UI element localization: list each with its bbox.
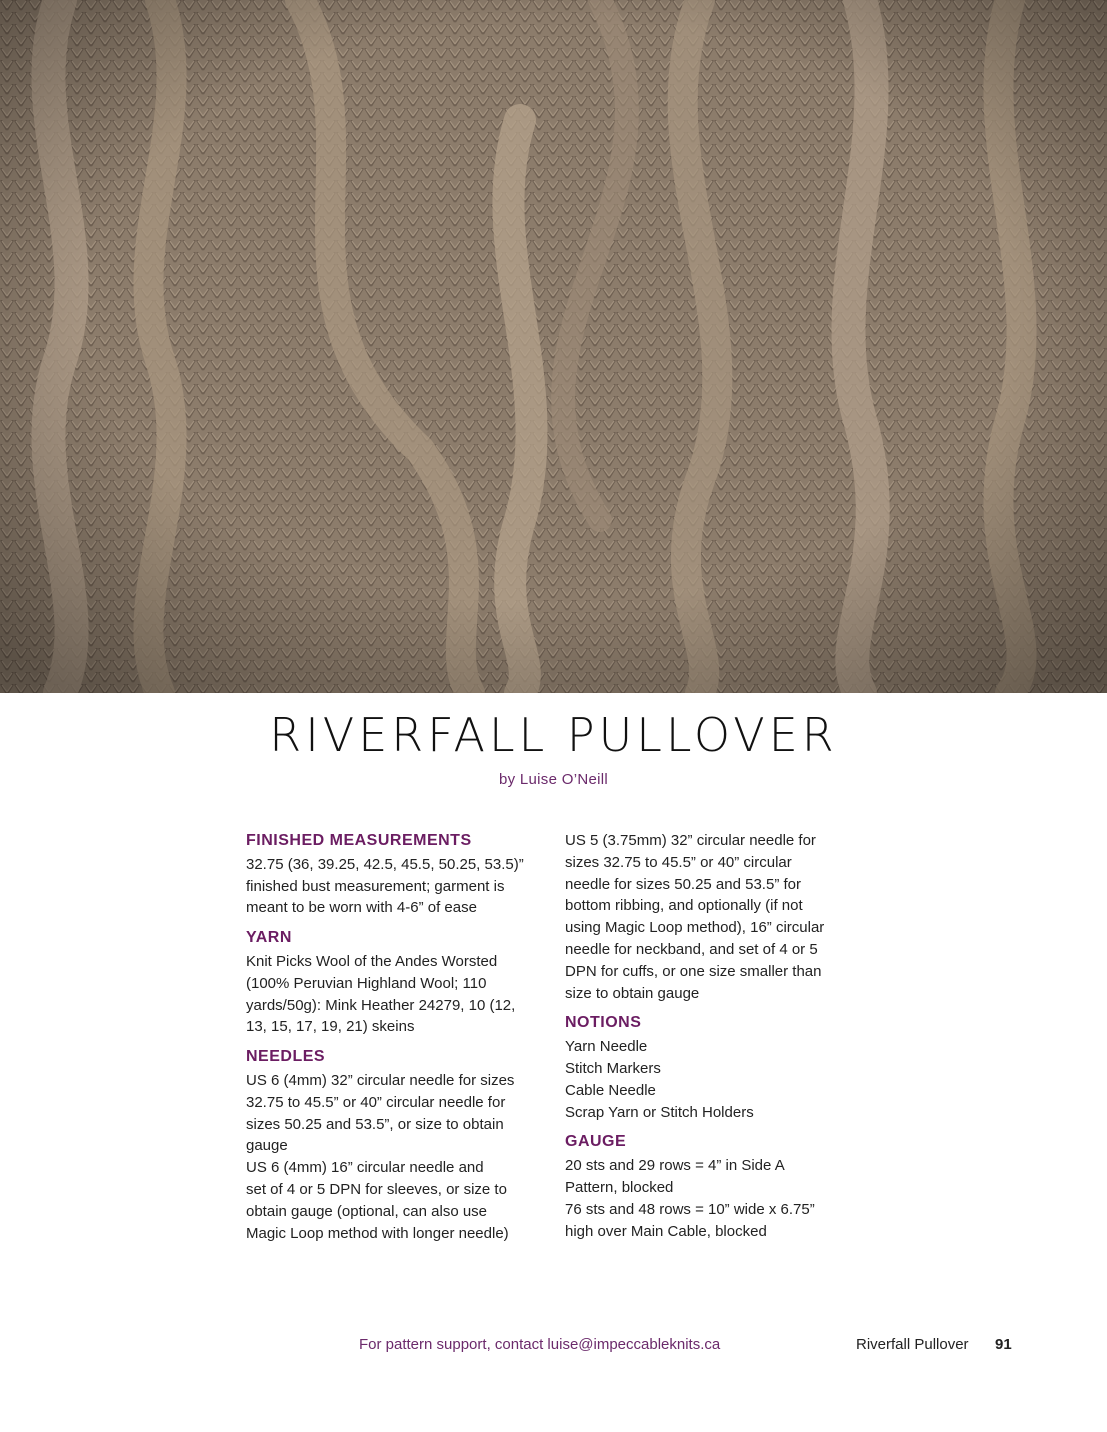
section-heading-notions: NOTIONS <box>565 1014 642 1032</box>
right-column <box>565 830 865 1242</box>
left-column <box>246 830 546 1244</box>
section-heading-needles: NEEDLES <box>246 1048 326 1066</box>
section-heading-gauge: GAUGE <box>565 1133 627 1151</box>
page-number: 91 <box>995 1336 1012 1353</box>
running-title: Riverfall Pullover <box>856 1336 969 1353</box>
author-byline: by Luise O’Neill <box>498 771 608 788</box>
section-text-needles: US 6 (4mm) 32” circular needle for sizes 32.75 to 45.5” or 40” circular needle for sizes 50.25 and 53.5”, or size to obtain gauge US 6 (4mm) 16” circular needle and set of 4 or 5 DPN for sleeves, or size to obtain gauge (optional, can also use Magic Loop method with longer needle) <box>246 1071 515 1242</box>
support-contact-text: For pattern support, contact luise@impeccableknits.ca <box>359 1336 721 1353</box>
hero-photo <box>0 0 1107 693</box>
knit-cable-texture <box>0 0 1107 693</box>
section-heading-measurements: FINISHED MEASUREMENTS <box>246 832 472 849</box>
section-text-measurements: 32.75 (36, 39.25, 42.5, 45.5, 50.25, 53.5)” finished bust measurement; garment is meant to be worn with 4-6” of ease <box>246 855 524 917</box>
section-heading-yarn: YARN <box>246 929 292 947</box>
section-text-yarn: Knit Picks Wool of the Andes Worsted (100% Peruvian Highland Wool; 110 yards/50g): Mink Heather 24279, 10 (12, 13, 15, 17, 19, 21) skeins <box>246 952 516 1036</box>
section-text-gauge: 20 sts and 29 rows = 4” in Side A Pattern, blocked 76 sts and 48 rows = 10” wide x 6.75” high over Main Cable, blocked <box>565 1157 815 1240</box>
page-title: RIVERFALL PULLOVER <box>269 708 838 762</box>
section-text-notions: Yarn Needle Stitch Markers Cable Needle Scrap Yarn or Stitch Holders <box>565 1038 754 1121</box>
section-text-needles-continued: US 5 (3.75mm) 32” circular needle for sizes 32.75 to 45.5” or 40” circular needle for sizes 50.25 and 53.5” for bottom ribbing, and optionally (if not using Magic Loop method), 16” circular needle for neckband, and set of 4 or 5 DPN for cuffs, or one size smaller than size to obtain gauge <box>565 832 825 1002</box>
